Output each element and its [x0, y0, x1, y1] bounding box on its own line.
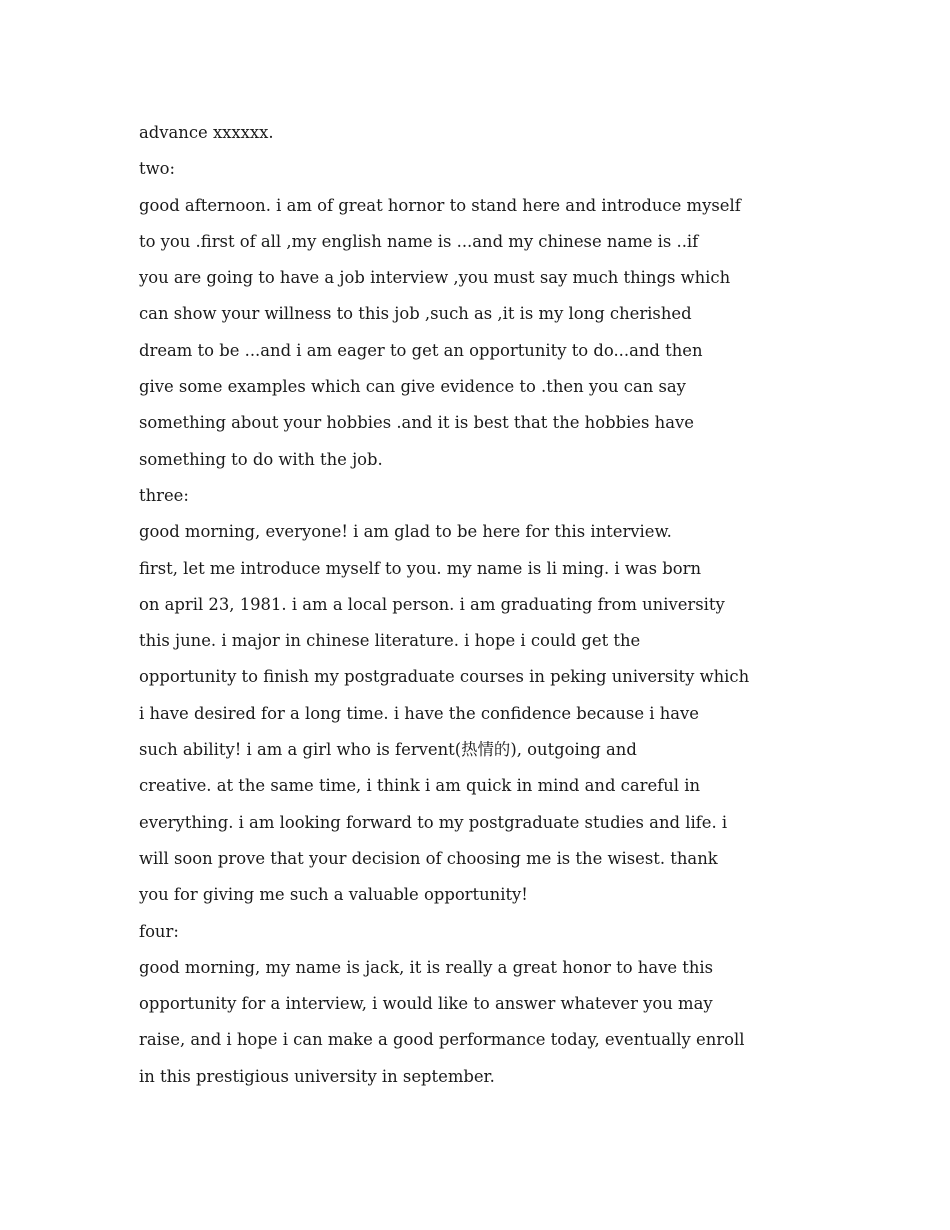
section-heading-two: two: — [139, 159, 176, 179]
text-line: in this prestigious university in september. — [139, 1066, 495, 1086]
text-line: opportunity for a interview, i would like to answer whatever you may — [139, 994, 713, 1014]
text-line: i have desired for a long time. i have the confidence because i have — [139, 703, 699, 723]
section-heading-three: three: — [139, 485, 189, 505]
text-line: good afternoon. i am of great hornor to stand here and introduce myself — [139, 195, 741, 215]
text-line: such ability! i am a girl who is fervent(热情的), outgoing and — [139, 740, 637, 760]
text-line: can show your willness to this job ,such as ,it is my long cherished — [139, 304, 692, 324]
document-body — [139, 115, 839, 1095]
text-line: good morning, everyone! i am glad to be here for this interview. — [139, 522, 672, 542]
text-line: dream to be ...and i am eager to get an opportunity to do...and then — [139, 340, 703, 360]
text-line: everything. i am looking forward to my postgraduate studies and life. i — [139, 812, 728, 832]
text-line: you for giving me such a valuable opportunity! — [139, 885, 528, 905]
text-line: something about your hobbies .and it is best that the hobbies have — [139, 413, 694, 433]
section-heading-four: four: — [139, 921, 179, 941]
text-line: raise, and i hope i can make a good performance today, eventually enroll — [139, 1030, 745, 1050]
text-line: opportunity to finish my postgraduate courses in peking university which — [139, 667, 750, 687]
text-line: first, let me introduce myself to you. my name is li ming. i was born — [139, 558, 702, 578]
text-line: something to do with the job. — [139, 449, 383, 469]
text-line: advance xxxxxx. — [139, 123, 274, 142]
text-line: will soon prove that your decision of choosing me is the wisest. thank — [139, 848, 718, 868]
text-line: on april 23, 1981. i am a local person. i am graduating from university — [139, 594, 725, 614]
text-line: you are going to have a job interview ,you must say much things which — [139, 268, 731, 288]
text-line: creative. at the same time, i think i am quick in mind and careful in — [139, 776, 701, 796]
text-line: give some examples which can give evidence to .then you can say — [139, 377, 686, 397]
text-line: this june. i major in chinese literature. i hope i could get the — [139, 631, 641, 651]
text-line: good morning, my name is jack, it is really a great honor to have this — [139, 957, 714, 977]
text-line: to you .first of all ,my english name is ...and my chinese name is ..if — [139, 231, 699, 251]
